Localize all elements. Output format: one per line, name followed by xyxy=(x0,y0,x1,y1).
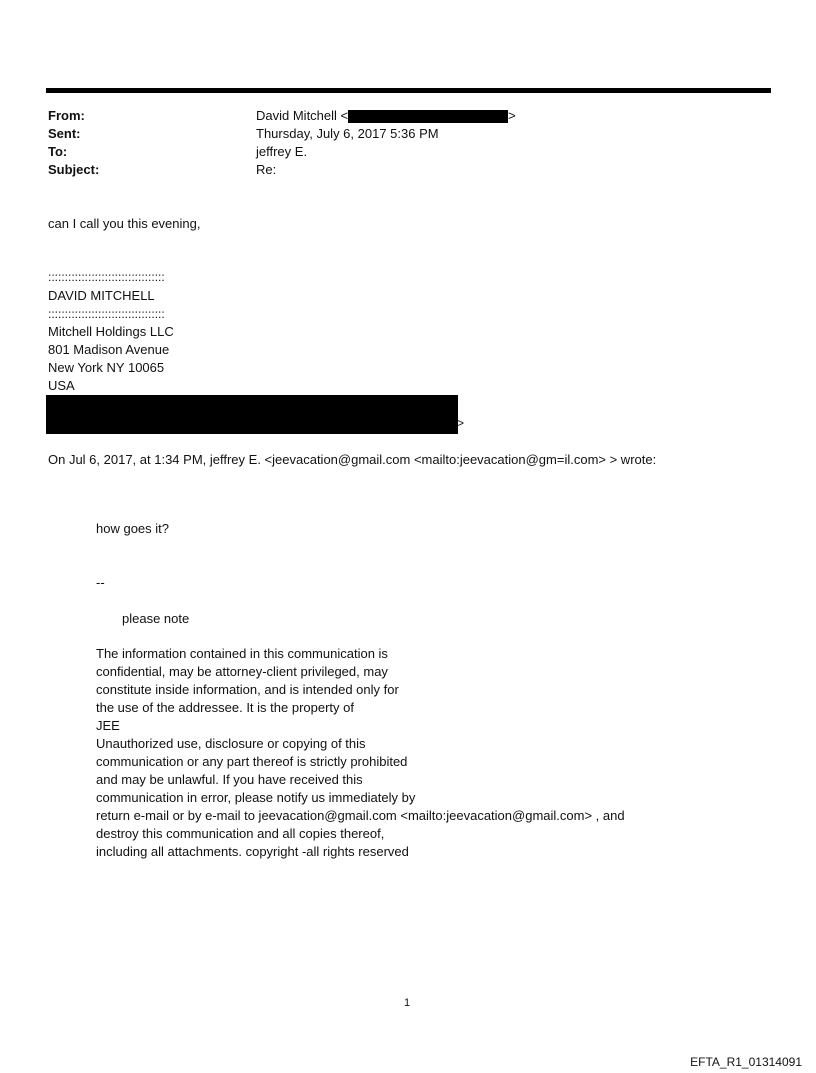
signature-redaction xyxy=(46,395,458,434)
disclaimer-line: including all attachments. copyright -all rights reserved xyxy=(96,844,409,859)
quoted-message: how goes it? xyxy=(96,521,169,536)
disclaimer-line: constitute inside information, and is intended only for xyxy=(96,682,399,697)
signature-country: USA xyxy=(48,378,75,393)
disclaimer-line: the use of the addressee. It is the property of xyxy=(96,700,354,715)
to-value: jeffrey E. xyxy=(256,144,308,159)
page-number: 1 xyxy=(404,997,411,1009)
subject-value: Re: xyxy=(256,162,277,177)
from-name: David Mitchell < xyxy=(256,108,349,123)
disclaimer-line: communication or any part thereof is strictly prohibited xyxy=(96,754,408,769)
disclaimer-line: confidential, may be attorney-client privileged, may xyxy=(96,664,388,679)
quoted-separator: -- xyxy=(96,575,105,590)
disclaimer-line: communication in error, please notify us immediately by xyxy=(96,790,416,805)
from-value xyxy=(256,107,516,125)
message-text: can I call you this evening, xyxy=(48,216,201,231)
signature-address-line1: 801 Madison Avenue xyxy=(48,342,170,357)
signature-address-line2: New York NY 10065 xyxy=(48,360,165,375)
signature-redaction-close: > xyxy=(457,416,465,430)
from-close: > xyxy=(508,108,516,123)
disclaimer-line: destroy this communication and all copies thereof, xyxy=(96,826,385,841)
signature-separator-bottom: ::::::::::::::::::::::::::::::::::: xyxy=(48,307,165,321)
quote-intro: On Jul 6, 2017, at 1:34 PM, jeffrey E. <jeevacation@gmail.com <mailto:jeevacation@gm=il.com> > wrote: xyxy=(48,452,657,467)
disclaimer-line: JEE xyxy=(96,718,120,733)
document-id: EFTA_R1_01314091 xyxy=(690,1055,802,1069)
signature-name: DAVID MITCHELL xyxy=(48,288,155,303)
signature-company: Mitchell Holdings LLC xyxy=(48,324,174,339)
disclaimer-line: return e-mail or by e-mail to jeevacation@gmail.com <mailto:jeevacation@gmail.com> , and xyxy=(96,808,625,823)
sent-value: Thursday, July 6, 2017 5:36 PM xyxy=(256,126,439,141)
signature-separator-top: ::::::::::::::::::::::::::::::::::: xyxy=(48,270,165,284)
sent-label: Sent: xyxy=(48,126,81,141)
disclaimer-line: and may be unlawful. If you have received this xyxy=(96,772,363,787)
subject-label: Subject: xyxy=(48,162,100,177)
from-label: From: xyxy=(48,108,85,123)
disclaimer-line: Unauthorized use, disclosure or copying of this xyxy=(96,736,366,751)
please-note: please note xyxy=(122,611,190,626)
to-label: To: xyxy=(48,144,68,159)
from-email-redaction xyxy=(348,110,508,123)
disclaimer-line: The information contained in this communication is xyxy=(96,646,388,661)
header-rule xyxy=(46,88,771,93)
